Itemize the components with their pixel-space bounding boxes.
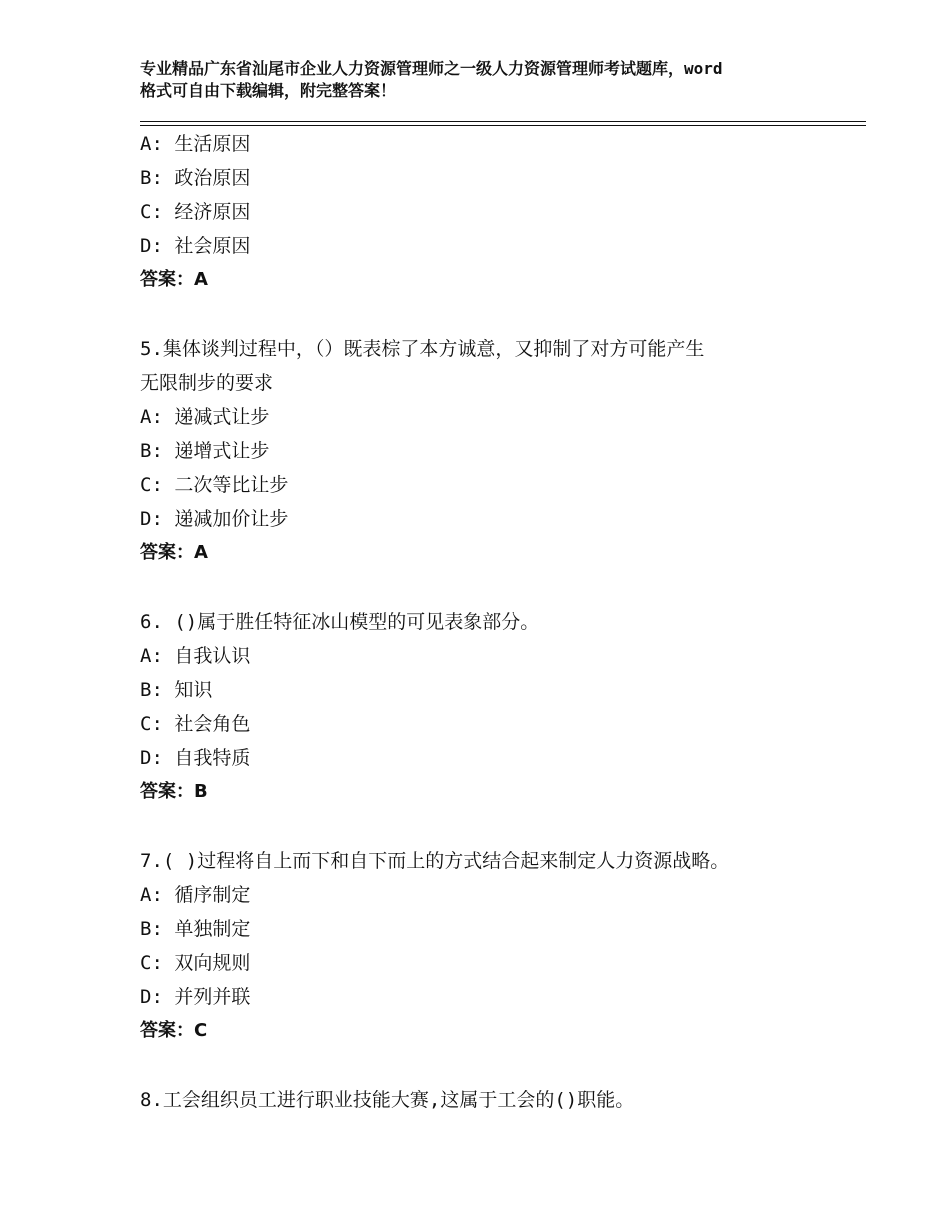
option-d: D: 并列并联: [140, 986, 251, 1008]
question-stem-continued: 无限制步的要求: [140, 372, 274, 394]
option-d: D: 递减加价让步: [140, 508, 289, 530]
question-8: [140, 1083, 840, 1117]
answer-label: 答案：A: [140, 269, 208, 290]
answer-label: 答案：A: [140, 542, 208, 563]
header-divider-bottom: [140, 125, 866, 126]
question-stem: 8.工会组织员工进行职业技能大赛,这属于工会的()职能。: [140, 1089, 635, 1111]
question-stem: 5.集体谈判过程中，（）既表棕了本方诚意，又抑制了对方可能产生: [140, 338, 705, 360]
answer-label: 答案：C: [140, 1020, 208, 1041]
question-stem: 7.( )过程将自上而下和自下而上的方式结合起来制定人力资源战略。: [140, 850, 730, 872]
option-a: A: 递减式让步: [140, 406, 270, 428]
option-a: A: 生活原因: [140, 133, 251, 155]
option-b: B: 递增式让步: [140, 440, 270, 462]
option-c: C: 社会角色: [140, 713, 251, 735]
header-line-2: 格式可自由下载编辑，附完整答案！: [140, 81, 397, 100]
option-a: A: 自我认识: [140, 645, 251, 667]
option-c: C: 二次等比让步: [140, 474, 289, 496]
question-stem: 6. ()属于胜任特征冰山模型的可见表象部分。: [140, 611, 540, 633]
question-6: [140, 605, 840, 809]
answer-label: 答案：B: [140, 781, 208, 802]
option-a: A: 循序制定: [140, 884, 251, 906]
question-7: [140, 844, 840, 1048]
question-4: [140, 127, 840, 297]
option-d: D: 自我特质: [140, 747, 251, 769]
header-line-1: 专业精品广东省汕尾市企业人力资源管理师之一级人力资源管理师考试题库，word: [140, 59, 723, 78]
option-c: C: 双向规则: [140, 952, 251, 974]
option-b: B: 单独制定: [140, 918, 251, 940]
option-b: B: 政治原因: [140, 167, 251, 189]
option-d: D: 社会原因: [140, 235, 251, 257]
header-divider-top: [140, 121, 866, 122]
option-b: B: 知识: [140, 679, 213, 701]
document-header: [140, 58, 840, 102]
option-c: C: 经济原因: [140, 201, 251, 223]
question-5: [140, 332, 840, 570]
question-list: [140, 127, 840, 1117]
